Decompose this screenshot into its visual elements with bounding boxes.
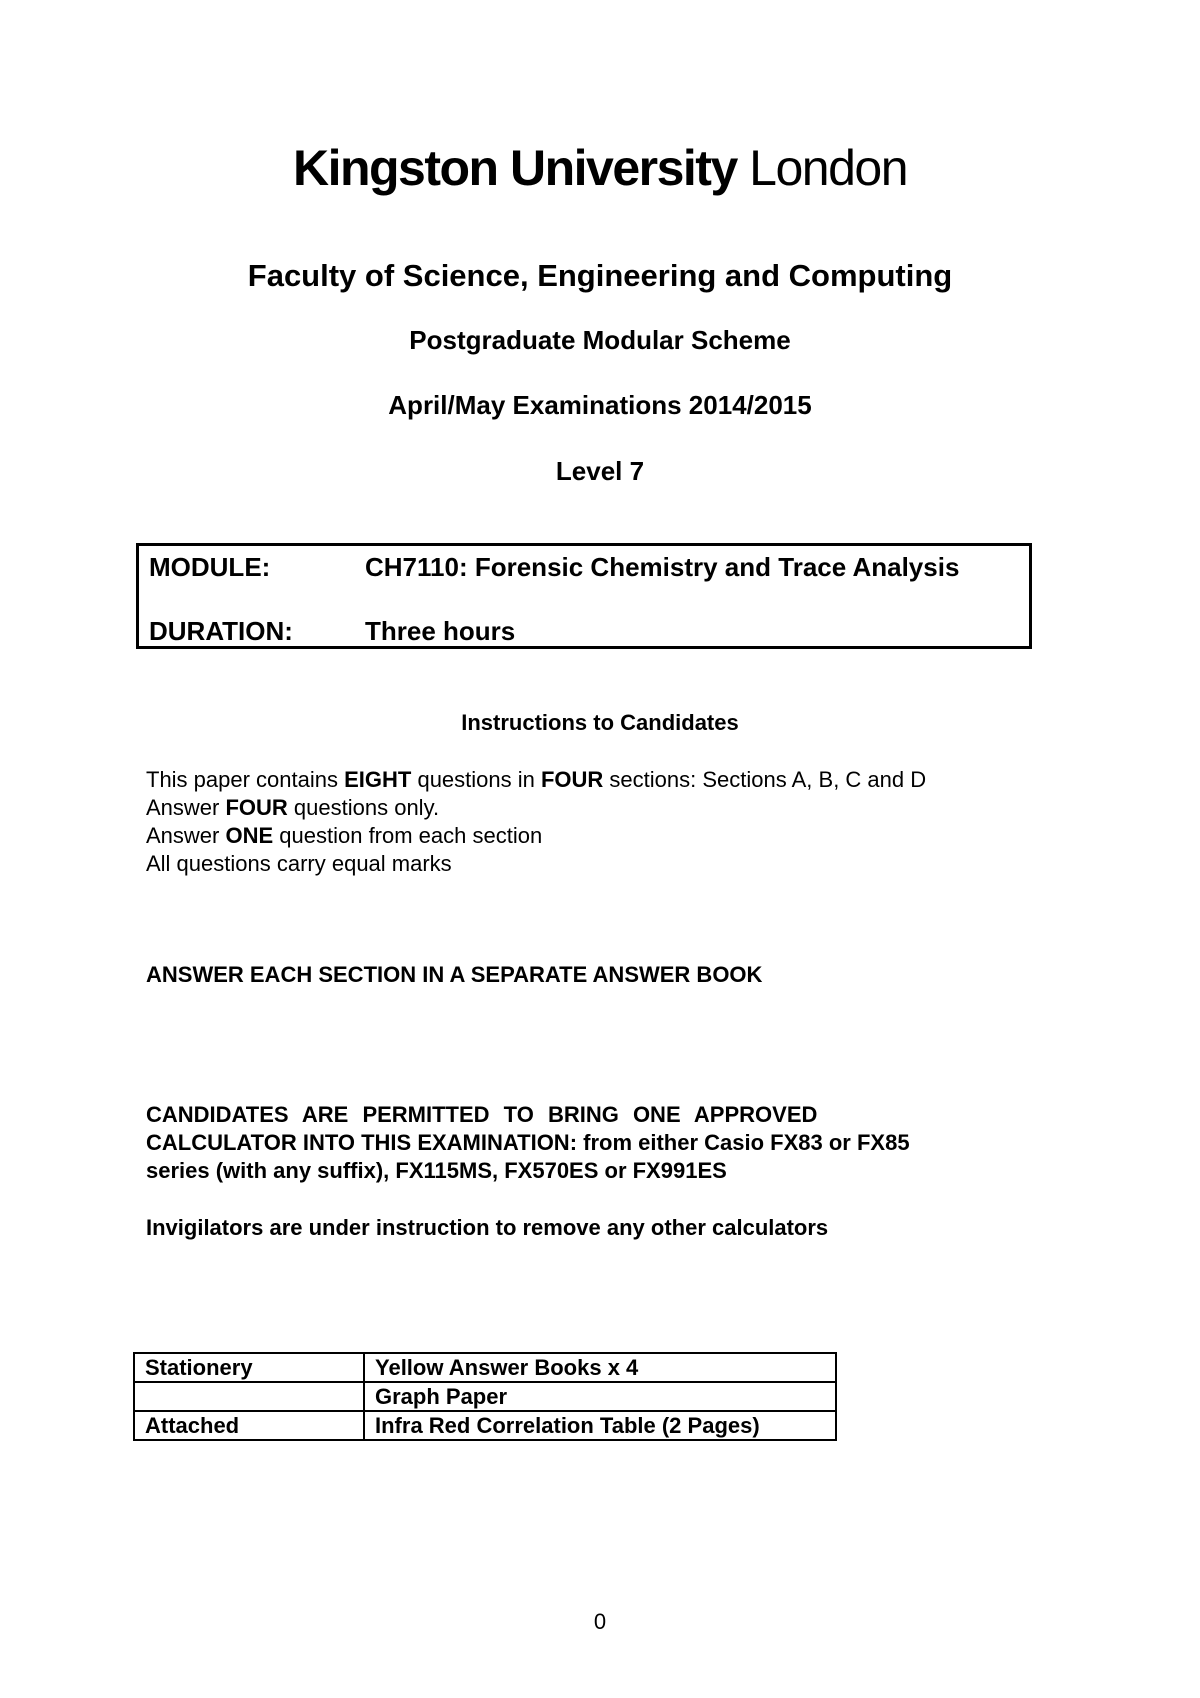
instruction-text: Answer	[146, 795, 226, 820]
instruction-text: questions only.	[287, 795, 440, 820]
answer-each-section-notice: ANSWER EACH SECTION IN A SEPARATE ANSWER BOOK	[146, 962, 763, 987]
instructions-title: Instructions to Candidates	[461, 710, 739, 735]
instruction-line-2	[146, 794, 439, 822]
instruction-emphasis: FOUR	[225, 795, 288, 820]
table-row	[134, 1353, 836, 1382]
level-label: Level 7	[555, 456, 645, 486]
instruction-text: Answer	[146, 823, 226, 848]
instruction-text: question from each section	[273, 823, 543, 848]
instruction-emphasis: ONE	[225, 823, 274, 848]
logo-strong-text: Kingston University	[292, 140, 737, 196]
table-row	[134, 1411, 836, 1440]
duration-label: DURATION:	[149, 616, 293, 646]
university-logo	[0, 138, 1200, 198]
stationery-table	[133, 1352, 837, 1441]
module-value: CH7110: Forensic Chemistry and Trace Analysis	[365, 552, 960, 582]
table-cell-value: Graph Paper	[364, 1382, 836, 1411]
instruction-text: questions in	[411, 767, 541, 792]
scheme-title: Postgraduate Modular Scheme	[409, 325, 791, 355]
table-cell-value: Infra Red Correlation Table (2 Pages)	[364, 1411, 836, 1440]
table-cell-value: Yellow Answer Books x 4	[364, 1353, 836, 1382]
calculator-line-3: series (with any suffix), FX115MS, FX570ES or FX991ES	[146, 1158, 727, 1183]
calculator-line-1: CANDIDATES ARE PERMITTED TO BRING ONE APPROVED	[146, 1102, 818, 1127]
instruction-line-3	[146, 822, 542, 850]
calculator-notice	[146, 1101, 1026, 1185]
module-info-box	[136, 543, 1032, 649]
table-cell-label: Attached	[134, 1411, 364, 1440]
table-cell-label: Stationery	[134, 1353, 364, 1382]
invigilators-notice: Invigilators are under instruction to remove any other calculators	[146, 1215, 829, 1240]
instruction-text: This paper contains	[146, 767, 345, 792]
instruction-emphasis: FOUR	[540, 767, 604, 792]
duration-value: Three hours	[365, 616, 516, 646]
table-cell-label	[134, 1382, 364, 1411]
table-row	[134, 1382, 836, 1411]
logo-light-text: London	[749, 140, 908, 196]
module-label: MODULE:	[149, 552, 271, 582]
exam-session: April/May Examinations 2014/2015	[388, 390, 812, 420]
page-number: 0	[593, 1609, 607, 1634]
instruction-line-4: All questions carry equal marks	[146, 851, 452, 876]
instruction-text: sections: Sections A, B, C and D	[603, 767, 927, 792]
instruction-line-1	[146, 766, 926, 794]
calculator-line-2: CALCULATOR INTO THIS EXAMINATION: from either Casio FX83 or FX85	[146, 1130, 910, 1155]
faculty-title: Faculty of Science, Engineering and Computing	[247, 258, 953, 293]
instruction-emphasis: EIGHT	[344, 767, 412, 792]
